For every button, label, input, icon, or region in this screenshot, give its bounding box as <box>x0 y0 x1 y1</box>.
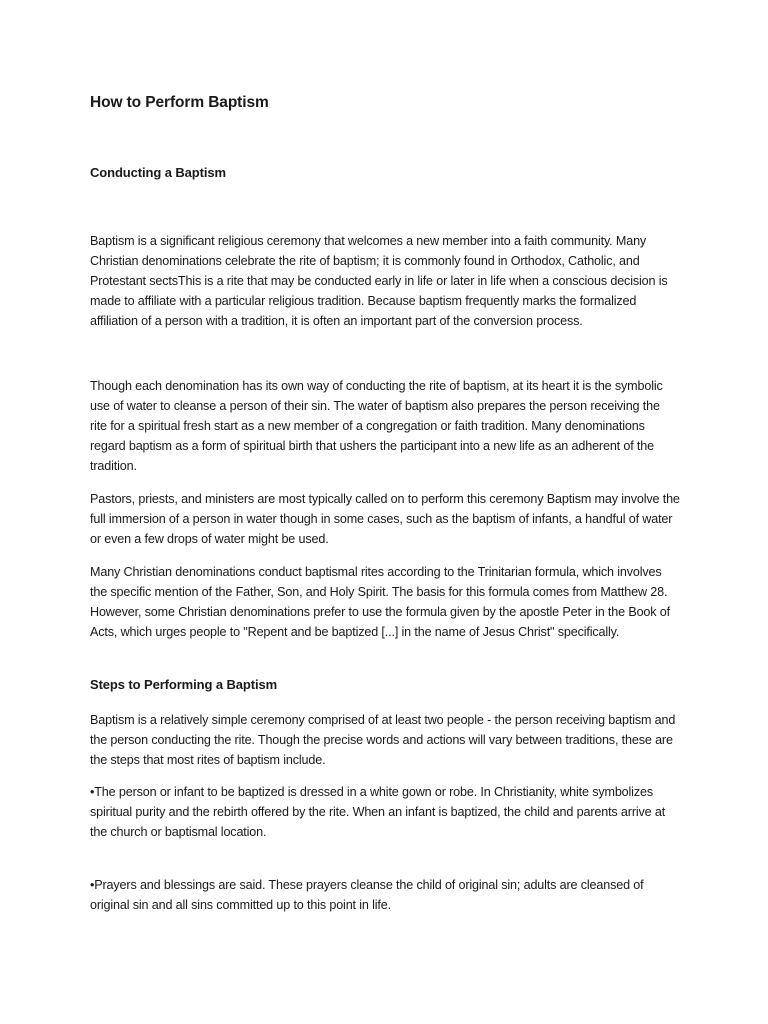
document-title: How to Perform Baptism <box>90 94 269 111</box>
section-heading-conducting: Conducting a Baptism <box>90 165 226 180</box>
bullet-item-prayers: •Prayers and blessings are said. These prayers cleanse the child of original sin; adults are cleansed of original sin and all sins committed up to this point in life. <box>90 878 644 912</box>
paragraph-steps-intro: Baptism is a relatively simple ceremony comprised of at least two people - the person receiving baptism and the person conducting the rite. Though the precise words and actions will vary between traditions, these are the steps that most rites of baptism include. <box>90 713 676 767</box>
bullet-item-white-gown: •The person or infant to be baptized is dressed in a white gown or robe. In Christianity, white symbolizes spiritual purity and the rebirth offered by the rite. When an infant is baptized, the child and parents arrive at the church or baptismal location. <box>90 785 666 839</box>
paragraph-symbolism: Though each denomination has its own way of conducting the rite of baptism, at its heart it is the symbolic use of water to cleanse a person of their sin. The water of baptism also prepares the person receiving the rite for a spiritual fresh start as a new member of a congregation or faith tradition. Many denominations regard baptism as a form of spiritual birth that ushers the participant into a new life as an adherent of the tradition. <box>90 379 663 473</box>
paragraph-trinitarian-formula: Many Christian denominations conduct baptismal rites according to the Trinitarian formula, which involves the specific mention of the Father, Son, and Holy Spirit. The basis for this formula comes from Matthew 28. However, some Christian denominations prefer to use the formula given by the apostle Peter in the Book of Acts, which urges people to "Repent and be baptized [...] in the name of Jesus Christ" specifically. <box>90 565 670 639</box>
paragraph-intro: Baptism is a significant religious ceremony that welcomes a new member into a faith community. Many Christian denominations celebrate the rite of baptism; it is commonly found in Orthodox, Catholic, and Protestant sectsThis is a rite that may be conducted early in life or later in life when a conscious decision is made to affiliate with a particular religious tradition. Because baptism frequently marks the formalized affiliation of a person with a tradition, it is often an important part of the conversion process. <box>90 234 668 328</box>
section-heading-steps: Steps to Performing a Baptism <box>90 677 278 692</box>
paragraph-officiants: Pastors, priests, and ministers are most typically called on to perform this ceremony Baptism may involve the full immersion of a person in water though in some cases, such as the baptism of infants, a handful of water or even a few drops of water might be used. <box>90 492 680 546</box>
